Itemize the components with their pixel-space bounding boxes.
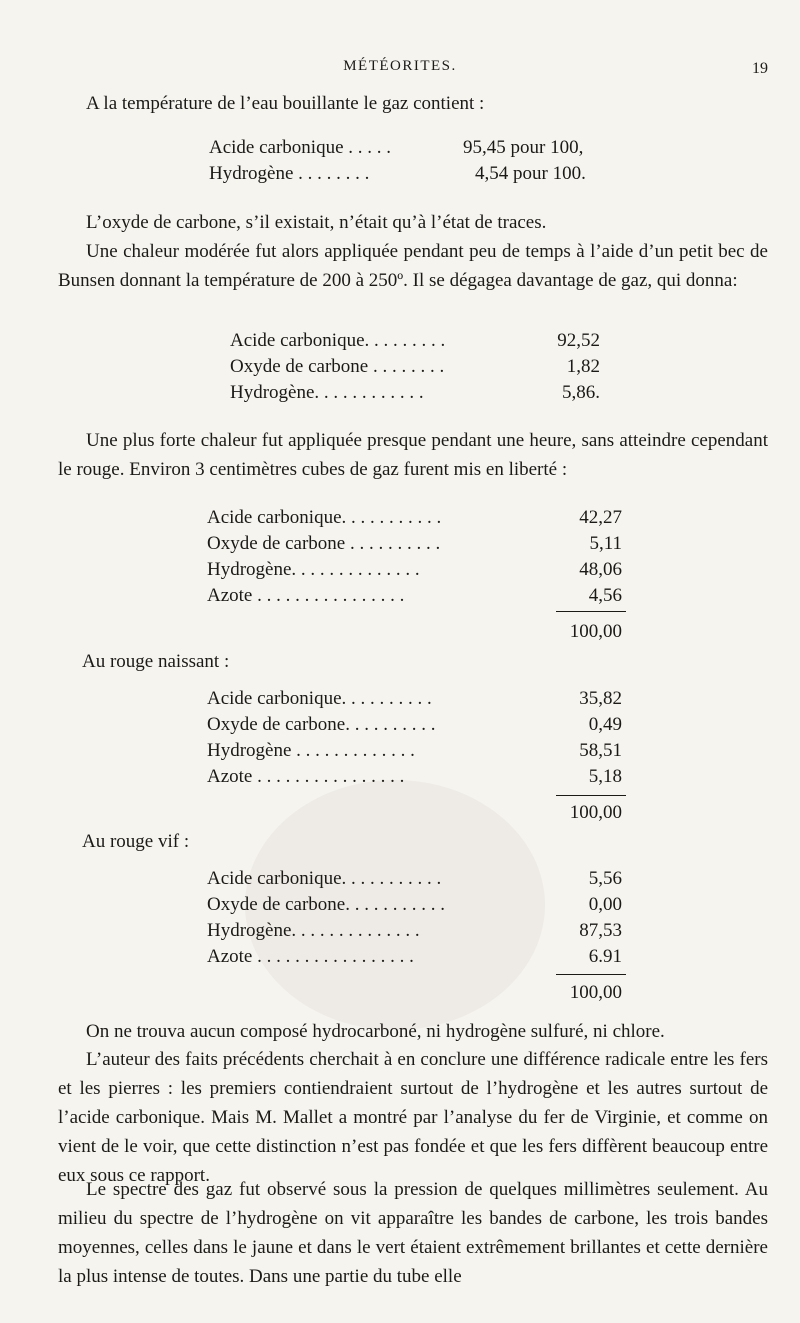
gas-value: 5,86. xyxy=(562,382,600,403)
gas-name: Azote . . . . . . . . . . . . . . . . xyxy=(207,766,405,787)
gas-value: 95,45 pour 100, xyxy=(463,137,584,158)
page-header xyxy=(0,56,800,80)
gas-name: Oxyde de carbone. . . . . . . . . . . xyxy=(207,894,445,915)
gas-value: 4,56 xyxy=(588,585,622,606)
total-row xyxy=(207,619,622,645)
gas-value: 5,56 xyxy=(588,868,622,889)
table-row xyxy=(207,531,622,557)
gas-name: Acide carbonique. . . . . . . . . xyxy=(230,330,446,351)
gas-value: 4,54 pour 100. xyxy=(475,163,586,184)
gas-name: Acide carbonique . . . . . xyxy=(209,137,392,158)
table-row xyxy=(207,583,622,609)
paragraph: L’auteur des faits précédents cherchait à en conclure une différence radicale entre les fers et les pierres : les premiers contiendraient surtout de l’hydrogène et les autres surtout de l’acide carbonique. Mais M. Mallet a montré par l’analyse du fer de Virginie, et comme on vient de le voir, que cette distinction n’est pas fondée et que les fers diffèrent beaucoup entre eux sous ce rapport. xyxy=(58,1049,768,1186)
table-row xyxy=(207,505,622,531)
gas-name: Hydrogène. . . . . . . . . . . . . . xyxy=(207,920,420,941)
section-label: Au rouge vif : xyxy=(82,831,190,852)
gas-value: 35,82 xyxy=(579,688,622,709)
gas-value: 5,18 xyxy=(588,766,622,787)
table-row xyxy=(230,328,600,354)
gas-value: 92,52 xyxy=(557,330,600,351)
gas-value: 58,51 xyxy=(579,740,622,761)
total-value: 100,00 xyxy=(569,621,622,642)
table-row xyxy=(209,135,609,161)
total-rule xyxy=(556,795,626,796)
total-rule xyxy=(556,974,626,975)
paragraph: Le spectre des gaz fut observé sous la pression de quelques millimètres seulement. Au milieu du spectre de l’hydrogène on vit apparaître les bandes de carbone, les trois bandes moyennes, celles dans le jaune et dans le vert étaient extrêmement brillantes et cette dernière la plus intense de toutes. Dans une partie du tube elle xyxy=(58,1179,768,1287)
gas-name: Hydrogène . . . . . . . . . . . . . xyxy=(207,740,415,761)
gas-name: Acide carbonique. . . . . . . . . . xyxy=(207,688,432,709)
paragraph: On ne trouva aucun composé hydrocarboné, ni hydrogène sulfuré, ni chlore. xyxy=(86,1021,665,1042)
gas-name: Hydrogène. . . . . . . . . . . . . . xyxy=(207,559,420,580)
total-rule xyxy=(556,611,626,612)
gas-value: 0,49 xyxy=(588,714,622,735)
total-row xyxy=(207,800,622,826)
gas-value: 0,00 xyxy=(588,894,622,915)
gas-value: 42,27 xyxy=(579,507,622,528)
gas-value: 6.91 xyxy=(588,946,622,967)
gas-name: Hydrogène. . . . . . . . . . . . xyxy=(230,382,424,403)
gas-value: 48,06 xyxy=(579,559,622,580)
running-title: MÉTÉORITES. xyxy=(343,58,457,74)
table-row xyxy=(207,892,622,918)
table-row xyxy=(207,738,622,764)
section-label: Au rouge naissant : xyxy=(82,651,230,672)
table-row xyxy=(207,866,622,892)
table-row xyxy=(207,686,622,712)
table-row xyxy=(230,354,600,380)
gas-name: Hydrogène . . . . . . . . xyxy=(209,163,370,184)
paragraph: Une chaleur modérée fut alors appliquée pendant peu de temps à l’aide d’un petit bec de Bunsen donnant la température de 200 à 250º. Il se dégagea davantage de gaz, qui donna: xyxy=(58,241,768,291)
gas-value: 5,11 xyxy=(589,533,622,554)
gas-name: Oxyde de carbone . . . . . . . . . . xyxy=(207,533,441,554)
table-row xyxy=(207,712,622,738)
intro-line: A la température de l’eau bouillante le gaz contient : xyxy=(86,93,485,114)
gas-value: 1,82 xyxy=(566,356,600,377)
paragraph: L’oxyde de carbone, s’il existait, n’était qu’à l’état de traces. xyxy=(86,212,547,233)
gas-name: Acide carbonique. . . . . . . . . . . xyxy=(207,507,442,528)
page-number: 19 xyxy=(752,60,768,77)
gas-name: Acide carbonique. . . . . . . . . . . xyxy=(207,868,442,889)
gas-name: Oxyde de carbone . . . . . . . . xyxy=(230,356,445,377)
total-value: 100,00 xyxy=(569,982,622,1003)
table-row xyxy=(230,380,600,406)
total-row xyxy=(207,980,622,1006)
table-row xyxy=(207,764,622,790)
gas-name: Azote . . . . . . . . . . . . . . . . xyxy=(207,585,405,606)
table-row xyxy=(207,918,622,944)
gas-value: 87,53 xyxy=(579,920,622,941)
gas-name: Azote . . . . . . . . . . . . . . . . . xyxy=(207,946,414,967)
paragraph: Une plus forte chaleur fut appliquée presque pendant une heure, sans atteindre cependant le rouge. Environ 3 centimètres cubes de gaz furent mis en liberté : xyxy=(58,430,768,480)
total-value: 100,00 xyxy=(569,802,622,823)
gas-name: Oxyde de carbone. . . . . . . . . . xyxy=(207,714,436,735)
table-row xyxy=(207,557,622,583)
table-row xyxy=(207,944,622,970)
table-row xyxy=(209,161,609,187)
